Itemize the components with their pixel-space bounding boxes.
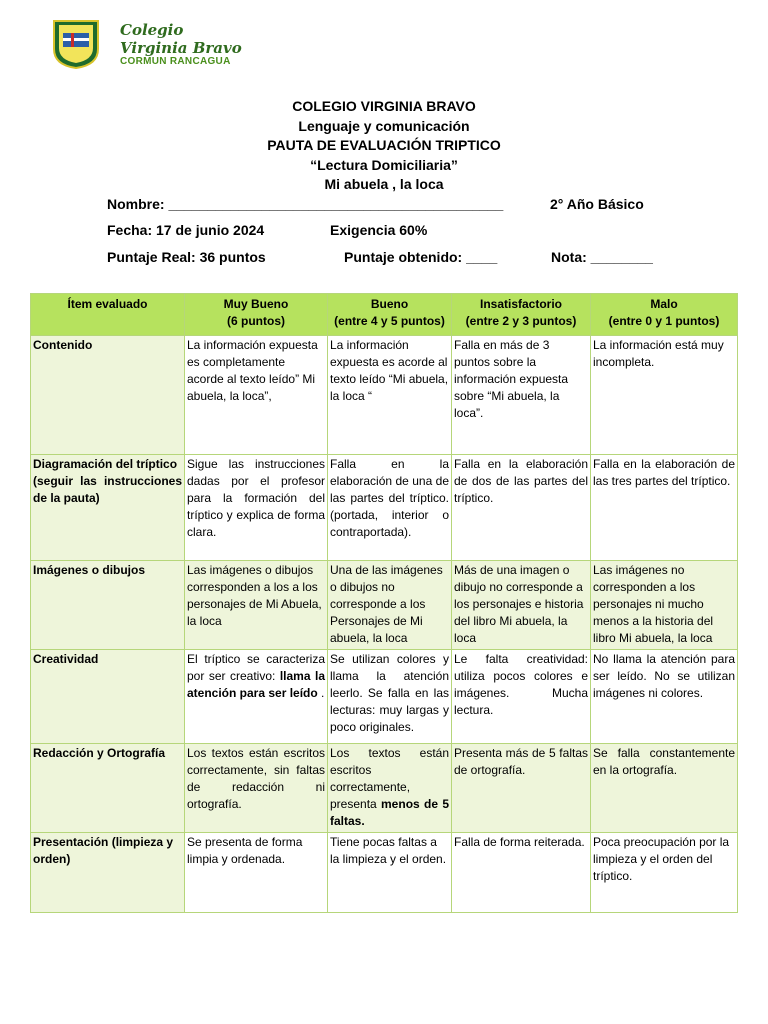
- grade-note-label: Nota: ________: [551, 249, 653, 265]
- heading-school: COLEGIO VIRGINIA BRAVO: [292, 98, 476, 114]
- cell-malo: La información está muy incompleta.: [591, 336, 738, 455]
- cell-malo: Las imágenes no corresponden a los personajes ni mucho menos a la historia del libro Mi abuela, la loca: [591, 561, 738, 650]
- cell-malo: Falla en la elaboración de las tres partes del tríptico.: [591, 455, 738, 561]
- cell-bueno: Falla en la elaboración de una de las partes del tríptico. (portada, interior o contraportada).: [328, 455, 452, 561]
- header-muy-bueno: Muy Bueno (6 puntos): [185, 294, 328, 336]
- row-item-contenido: Contenido: [31, 336, 185, 455]
- table-row: [31, 833, 738, 913]
- school-logo: [52, 19, 100, 69]
- row-item-redaccion: Redacción y Ortografía: [31, 744, 185, 833]
- row-item-imagenes: Imágenes o dibujos: [31, 561, 185, 650]
- table-row: [31, 744, 738, 833]
- row-item-creatividad: Creatividad: [31, 650, 185, 744]
- table-row: [31, 455, 738, 561]
- cell-malo: Se falla constantemente en la ortografía.: [591, 744, 738, 833]
- row-item-diagramacion: Diagramación del tríptico (seguir las instrucciones de la pauta): [31, 455, 185, 561]
- cell-insatisfactorio: Falla de forma reiterada.: [452, 833, 591, 913]
- grade-label: 2° Año Básico: [550, 196, 644, 212]
- cell-muy-bueno: La información expuesta es completamente acorde al texto leído” Mi abuela, la loca”,: [185, 336, 328, 455]
- header-item: Ítem evaluado: [31, 294, 185, 336]
- cell-malo: No llama la atención para ser leído. No se utilizan imágenes ni colores.: [591, 650, 738, 744]
- school-name-line1: Colegio: [120, 21, 184, 39]
- school-name-line2: Virginia Bravo: [120, 39, 242, 57]
- school-name: [120, 21, 242, 57]
- document-heading: [0, 97, 768, 195]
- header-insatisfactorio: Insatisfactorio (entre 2 y 3 puntos): [452, 294, 591, 336]
- header-malo: Malo (entre 0 y 1 puntos): [591, 294, 738, 336]
- cell-insatisfactorio: Falla en la elaboración de dos de las partes del tríptico.: [452, 455, 591, 561]
- table-row: [31, 336, 738, 455]
- heading-subject: Lenguaje y comunicación: [298, 117, 470, 134]
- cell-bueno: Tiene pocas faltas a la limpieza y el orden.: [328, 833, 452, 913]
- obtained-score-label: Puntaje obtenido: ____: [344, 249, 498, 265]
- rubric-table: [30, 293, 738, 913]
- cell-bueno: Se utilizan colores y llama la atención leerlo. Se falla en las lecturas: muy largas y poco originales.: [328, 650, 452, 744]
- cell-malo: Poca preocupación por la limpieza y el orden del tríptico.: [591, 833, 738, 913]
- date-label: Fecha: 17 de junio 2024: [107, 222, 265, 238]
- school-subtitle: CORMUN RANCAGUA: [120, 56, 231, 67]
- cell-muy-bueno: Las imágenes o dibujos corresponden a los a los personajes de Mi Abuela, la loca: [185, 561, 328, 650]
- cell-bueno: La información expuesta es acorde al texto leído “Mi abuela, la loca “: [328, 336, 452, 455]
- heading-reading: “Lectura Domiciliaria”: [310, 156, 458, 173]
- header-bueno: Bueno (entre 4 y 5 puntos): [328, 294, 452, 336]
- name-field-label: Nombre: ___________________________________________: [107, 196, 504, 212]
- cell-muy-bueno: Los textos están escritos correctamente, sin faltas de redacción ni ortografía.: [185, 744, 328, 833]
- cell-insatisfactorio: Falla en más de 3 puntos sobre la información expuesta sobre “Mi abuela, la loca”.: [452, 336, 591, 455]
- table-row: [31, 650, 738, 744]
- table-header-row: [31, 294, 738, 336]
- school-seal-icon: [52, 19, 100, 69]
- heading-book: Mi abuela , la loca: [324, 176, 444, 192]
- cell-bueno: Una de las imágenes o dibujos no corresponde a los Personajes de Mi abuela, la loca: [328, 561, 452, 650]
- heading-title: PAUTA DE EVALUACIÓN TRIPTICO: [267, 137, 501, 153]
- cell-insatisfactorio: Le falta creatividad: utiliza pocos colores e imágenes. Mucha lectura.: [452, 650, 591, 744]
- cell-insatisfactorio: Presenta más de 5 faltas de ortografía.: [452, 744, 591, 833]
- cell-insatisfactorio: Más de una imagen o dibujo no corresponde a los personajes e historia del libro Mi abuela, la loca: [452, 561, 591, 650]
- cell-muy-bueno: Se presenta de forma limpia y ordenada.: [185, 833, 328, 913]
- cell-muy-bueno: El tríptico se caracteriza por ser creativo: llama la atención para ser leído .: [185, 650, 328, 744]
- cell-bueno: Los textos están escritos correctamente, presenta menos de 5 faltas.: [328, 744, 452, 833]
- table-row: [31, 561, 738, 650]
- row-item-presentacion: Presentación (limpieza y orden): [31, 833, 185, 913]
- cell-muy-bueno: Sigue las instrucciones dadas por el profesor para la formación del tríptico y explica de forma clara.: [185, 455, 328, 561]
- real-score-label: Puntaje Real: 36 puntos: [107, 249, 266, 265]
- requirement-label: Exigencia 60%: [330, 222, 428, 238]
